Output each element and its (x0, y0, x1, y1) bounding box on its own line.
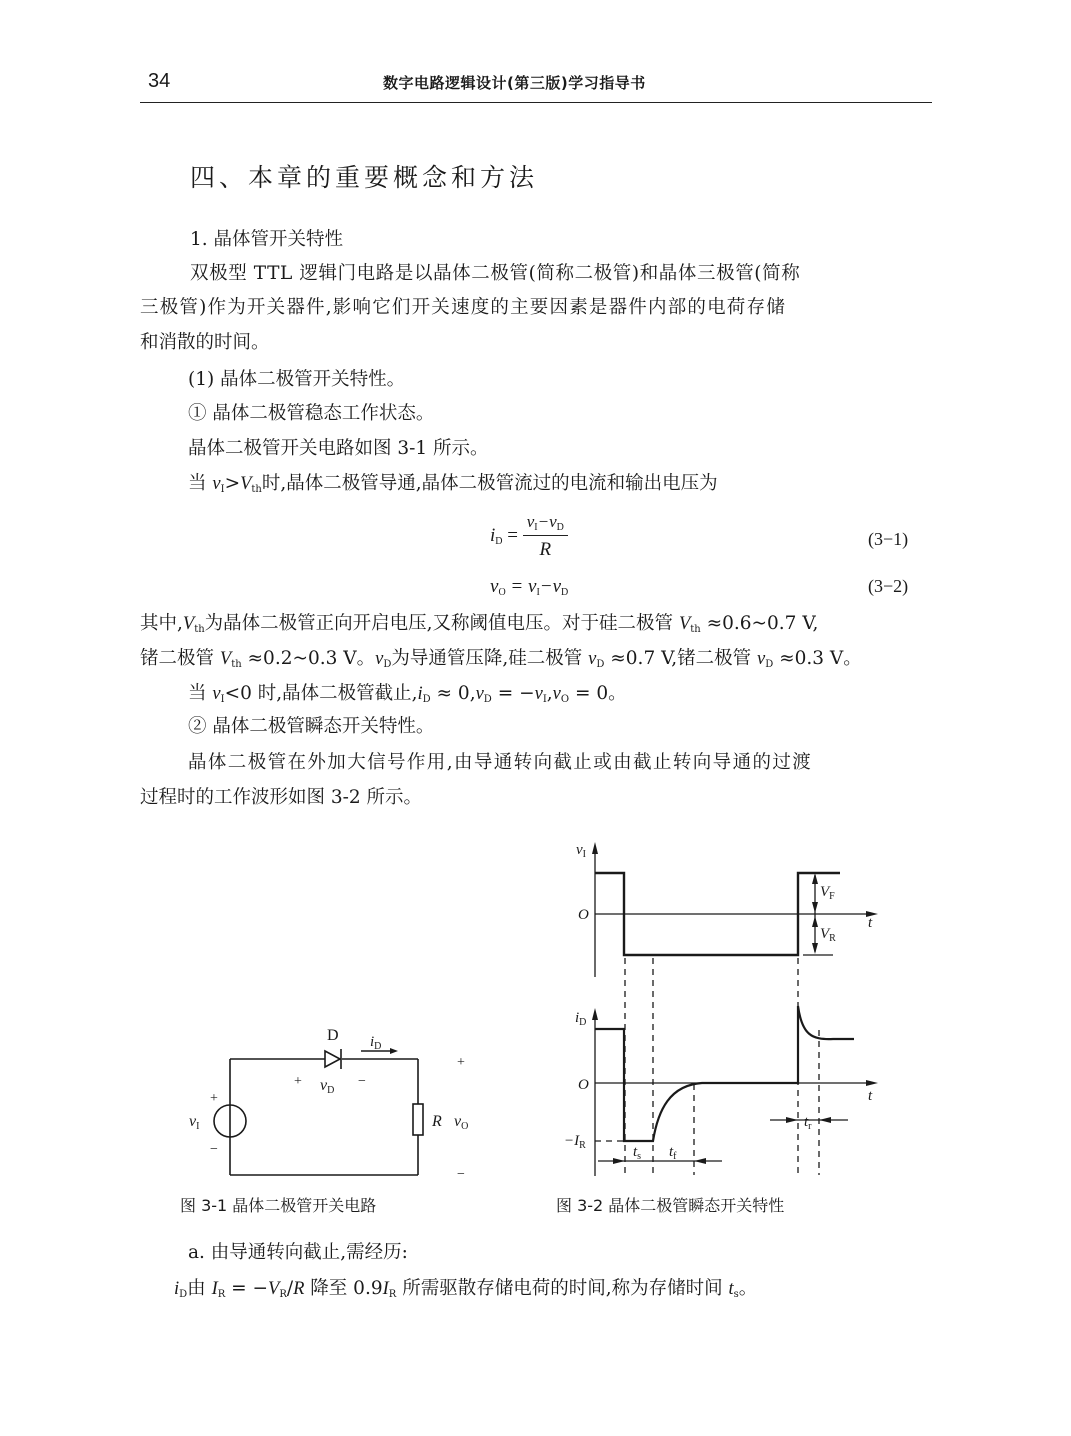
vi-t-label: t (868, 915, 873, 931)
storage-time-line: $i_D$由 $I_R = -V_R/R$ 降至 $0.9I_R$ 所需驱散存储电荷的时间,称为存储时间 $t_s$。 (174, 1278, 758, 1300)
item-steady-state: ① 晶体二极管稳态工作状态。 (188, 403, 435, 424)
source-minus-sign: − (210, 1142, 218, 1157)
id-t-axis-arrowhead-icon (866, 1080, 878, 1086)
condition-off-line: 当 $v_I<0$ 时,晶体二极管截止$,i_D \approx 0,v_D = -v_I,v_O = 0$。 (188, 683, 627, 705)
diode-label: D (327, 1027, 339, 1044)
source-label: vI (189, 1113, 200, 1132)
figure-3-1-circuit (170, 1020, 490, 1190)
vr-up-arrowhead-icon (812, 916, 818, 927)
equation-number: (3−1) (868, 529, 909, 549)
vf-down-arrowhead-icon (812, 902, 818, 913)
ts-label: $t_s$ (633, 1144, 642, 1162)
section-title: 四、本章的重要概念和方法 (190, 163, 539, 192)
vi-axis-arrowhead-icon (592, 842, 598, 854)
vr-label: $V_R$ (820, 926, 836, 944)
paragraph-line: 双极型 TTL 逻辑门电路是以晶体二极管(简称二极管)和晶体三极管(简称 (190, 263, 801, 284)
id-origin-label: O (578, 1077, 589, 1093)
condition-on-line: 当 $v_I>V_{th}$时,晶体二极管导通,晶体二极管流过的电流和输出电压为 (188, 473, 718, 495)
equation-number: (3−2) (868, 576, 909, 596)
tr-label: $t_r$ (804, 1114, 812, 1132)
vf-label: $V_F$ (820, 884, 835, 902)
page-number: 34 (148, 70, 171, 92)
source-plus-sign: + (210, 1091, 218, 1106)
running-title: 数字电路逻辑设计(第三版)学习指导书 (383, 74, 646, 92)
vd-minus-sign: − (358, 1074, 366, 1089)
diode-icon (325, 1051, 340, 1067)
vi-axis-label: $v_I$ (576, 842, 587, 860)
figure-reference-line: 晶体二极管开关电路如图 3-1 所示。 (188, 438, 489, 459)
tf-label: $t_f$ (669, 1144, 677, 1162)
vd-plus-sign: + (294, 1074, 302, 1089)
fraction: $\frac{v_I-v_D}{R}$ (523, 512, 568, 561)
output-label: vO (454, 1113, 469, 1132)
tr-left-arrowhead-icon (786, 1117, 798, 1123)
output-plus-sign: + (457, 1055, 465, 1070)
resistor-label: R (432, 1113, 442, 1130)
heading-transistor-switching: 1. 晶体管开关特性 (190, 229, 344, 250)
tf-arrowhead-icon (694, 1158, 706, 1164)
voltage-drop-line: 锗二极管 $V_{th}$ ≈0.2~0.3 V。$v_D$为导通管压降,硅二极管 $v_D \approx 0.7$ V,锗二极管 $v_D \approx 0.3$ V。 (140, 648, 862, 670)
paragraph-line: 晶体二极管在外加大信号作用,由导通转向截止或由截止转向导通的过渡 (188, 752, 813, 773)
neg-ir-label: $-I_R$ (564, 1133, 586, 1151)
output-minus-sign: − (457, 1167, 465, 1182)
paragraph-line: 过程时的工作波形如图 3-2 所示。 (140, 787, 423, 808)
id-axis-label: $i_D$ (575, 1010, 587, 1028)
resistor-icon (413, 1104, 423, 1135)
paragraph-line: 三极管)作为开关器件,影响它们开关速度的主要因素是器件内部的电荷存储 (140, 297, 786, 318)
equation-3-2: $v_O = v_I-v_D$ (490, 576, 569, 598)
vi-origin-label: O (578, 907, 589, 923)
tr-right-arrowhead-icon (819, 1117, 831, 1123)
id-waveform (595, 1006, 854, 1141)
figure-3-2-waveforms (550, 830, 900, 1180)
id-axis-arrowhead-icon (592, 1008, 598, 1020)
item-transient: ② 晶体二极管瞬态开关特性。 (188, 716, 435, 737)
vr-down-arrowhead-icon (812, 943, 818, 954)
id-t-label: t (868, 1088, 873, 1104)
figure-3-2-caption: 图 3-2 晶体二极管瞬态开关特性 (556, 1196, 785, 1215)
subheading-diode-switching: (1) 晶体二极管开关特性。 (188, 369, 406, 390)
vd-label: vD (320, 1077, 335, 1096)
dashed-guides (595, 958, 819, 1175)
equation-3-1: $i_D$ = $\frac{v_I-v_D}{R}$ (490, 512, 568, 561)
paragraph-line: 和消散的时间。 (140, 332, 270, 353)
current-label: $i_D$ (370, 1034, 382, 1052)
ts-arrowhead-icon (613, 1158, 625, 1164)
header-rule (140, 102, 932, 103)
vf-up-arrowhead-icon (812, 873, 818, 884)
figure-3-1-caption: 图 3-1 晶体二极管开关电路 (180, 1196, 377, 1215)
current-arrowhead-icon (390, 1048, 398, 1054)
threshold-voltage-line: 其中$,V_{th}$为晶体二极管正向开启电压,又称阈值电压。对于硅二极管 $V_{th}$ ≈0.6~0.7 V, (140, 613, 819, 635)
item-a: a. 由导通转向截止,需经历: (188, 1242, 408, 1263)
